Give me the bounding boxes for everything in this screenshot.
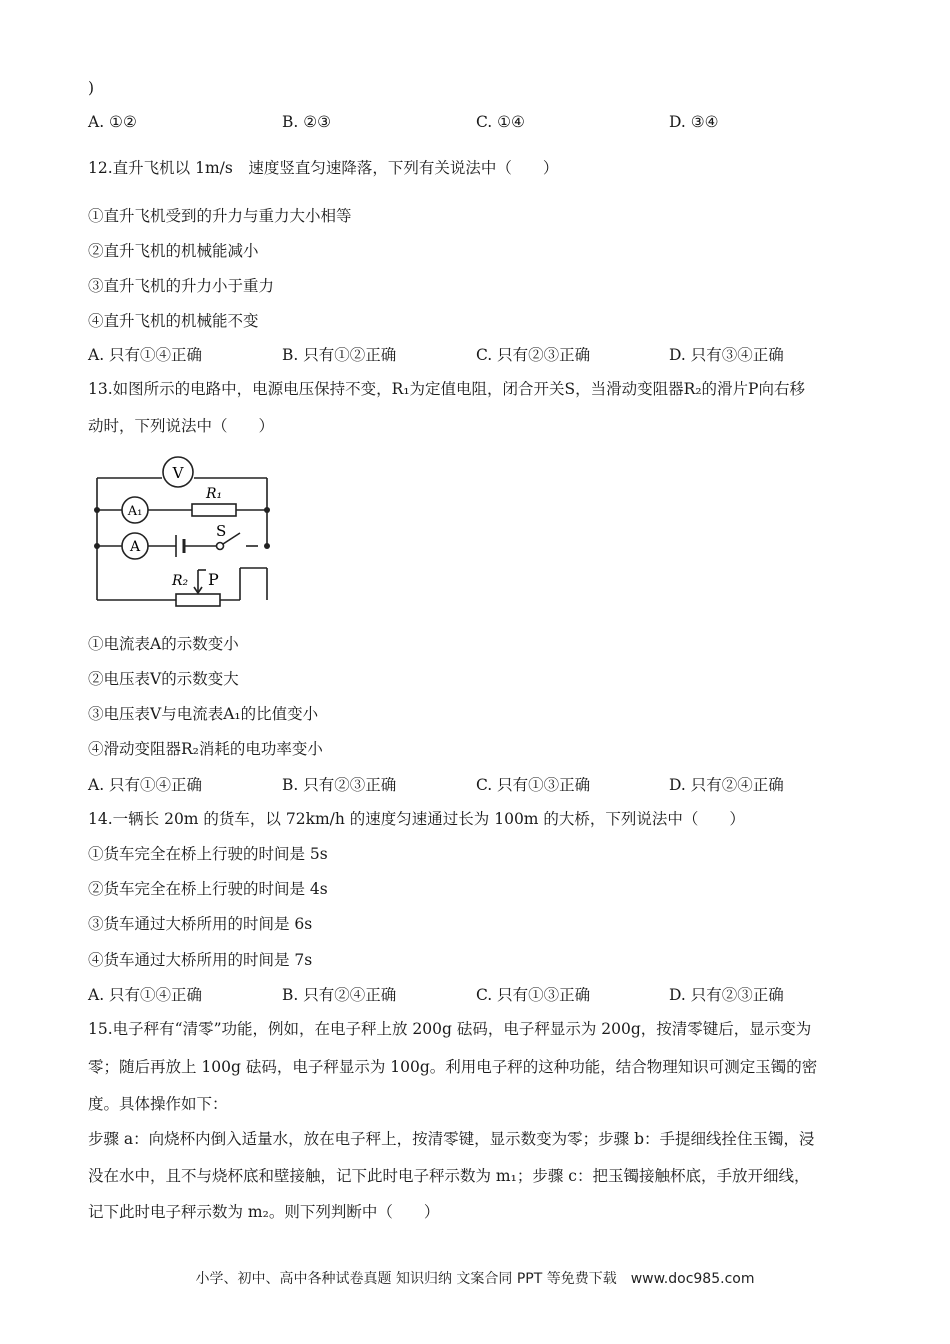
q13-statement-3: ③电压表V与电流表A₁的比值变小 xyxy=(88,705,319,723)
q14-statement-2: ②货车完全在桥上行驶的时间是 4s xyxy=(88,880,328,898)
q13-option-d: D. 只有②④正确 xyxy=(669,776,784,794)
switch-label: S xyxy=(216,522,227,540)
q13-option-a: A. 只有①④正确 xyxy=(88,776,203,794)
q12-statement-4: ④直升飞机的机械能不变 xyxy=(88,312,259,330)
q12-stem: 12.直升飞机以 1m/s 速度竖直匀速降落，下列有关说法中（ ） xyxy=(88,159,559,177)
q14-stem: 14.一辆长 20m 的货车，以 72km/h 的速度匀速通过长为 100m 的大桥，下列说法中（ ） xyxy=(88,810,745,828)
q14-option-c: C. 只有①③正确 xyxy=(476,986,591,1004)
circuit-diagram xyxy=(88,452,278,607)
q13-option-b: B. 只有②③正确 xyxy=(282,776,397,794)
q12-option-b: B. 只有①②正确 xyxy=(282,346,397,364)
page-footer: 小学、初中、高中各种试卷真题 知识归纳 文案合同 PPT 等免费下载 www.doc985.com xyxy=(195,1271,755,1287)
q13-statement-2: ②电压表V的示数变大 xyxy=(88,670,239,688)
ammeter-label: A xyxy=(129,539,141,555)
q14-statement-3: ③货车通过大桥所用的时间是 6s xyxy=(88,915,313,933)
q14-option-d: D. 只有②③正确 xyxy=(669,986,784,1004)
q14-option-b: B. 只有②④正确 xyxy=(282,986,397,1004)
q13-stem-line1: 13.如图所示的电路中，电源电压保持不变，R₁为定值电阻，闭合开关S，当滑动变阻器R₂的滑片P向右移 xyxy=(88,380,805,398)
q15-line-4: 步骤 a：向烧杯内倒入适量水，放在电子秤上，按清零键，显示数变为零；步骤 b：手提细线拴住玉镯，浸 xyxy=(88,1130,815,1148)
q13-stem-line2: 动时，下列说法中（ ） xyxy=(88,417,275,435)
voltmeter-label: V xyxy=(172,464,184,482)
q12-statement-2: ②直升飞机的机械能减小 xyxy=(88,242,259,260)
q11-option-d: D. ③④ xyxy=(669,113,719,131)
prev-question-tail: ) xyxy=(88,79,95,97)
q12-option-a: A. 只有①④正确 xyxy=(88,346,203,364)
q12-option-c: C. 只有②③正确 xyxy=(476,346,591,364)
q15-line-1: 15.电子秤有“清零”功能，例如，在电子秤上放 200g 砝码，电子秤显示为 200g，按清零键后，显示变为 xyxy=(88,1020,812,1038)
q15-line-5: 没在水中，且不与烧杯底和壁接触，记下此时电子秤示数为 m₁；步骤 c：把玉镯接触杯底，手放开细线， xyxy=(88,1167,810,1185)
q15-line-3: 度。具体操作如下： xyxy=(88,1095,228,1113)
q12-statement-3: ③直升飞机的升力小于重力 xyxy=(88,277,275,295)
ammeter1-label: A₁ xyxy=(127,504,143,519)
q14-option-a: A. 只有①④正确 xyxy=(88,986,203,1004)
q12-option-d: D. 只有③④正确 xyxy=(669,346,784,364)
slider-label: P xyxy=(208,570,219,589)
q14-statement-4: ④货车通过大桥所用的时间是 7s xyxy=(88,951,313,969)
q11-option-a: A. ①② xyxy=(88,113,137,131)
q11-option-c: C. ①④ xyxy=(476,113,525,131)
q14-statement-1: ①货车完全在桥上行驶的时间是 5s xyxy=(88,845,328,863)
q11-option-b: B. ②③ xyxy=(282,113,332,131)
q13-statement-1: ①电流表A的示数变小 xyxy=(88,635,239,653)
q15-line-6: 记下此时电子秤示数为 m₂。则下列判断中（ ） xyxy=(88,1203,440,1221)
q15-line-2: 零；随后再放上 100g 砝码，电子秤显示为 100g。利用电子秤的这种功能，结合物理知识可测定玉镯的密 xyxy=(88,1058,818,1076)
q13-statement-4: ④滑动变阻器R₂消耗的电功率变小 xyxy=(88,740,323,758)
resistor1-label: R₁ xyxy=(206,486,223,502)
q12-statement-1: ①直升飞机受到的升力与重力大小相等 xyxy=(88,207,352,225)
resistor2-label: R₂ xyxy=(172,573,189,589)
q13-option-c: C. 只有①③正确 xyxy=(476,776,591,794)
